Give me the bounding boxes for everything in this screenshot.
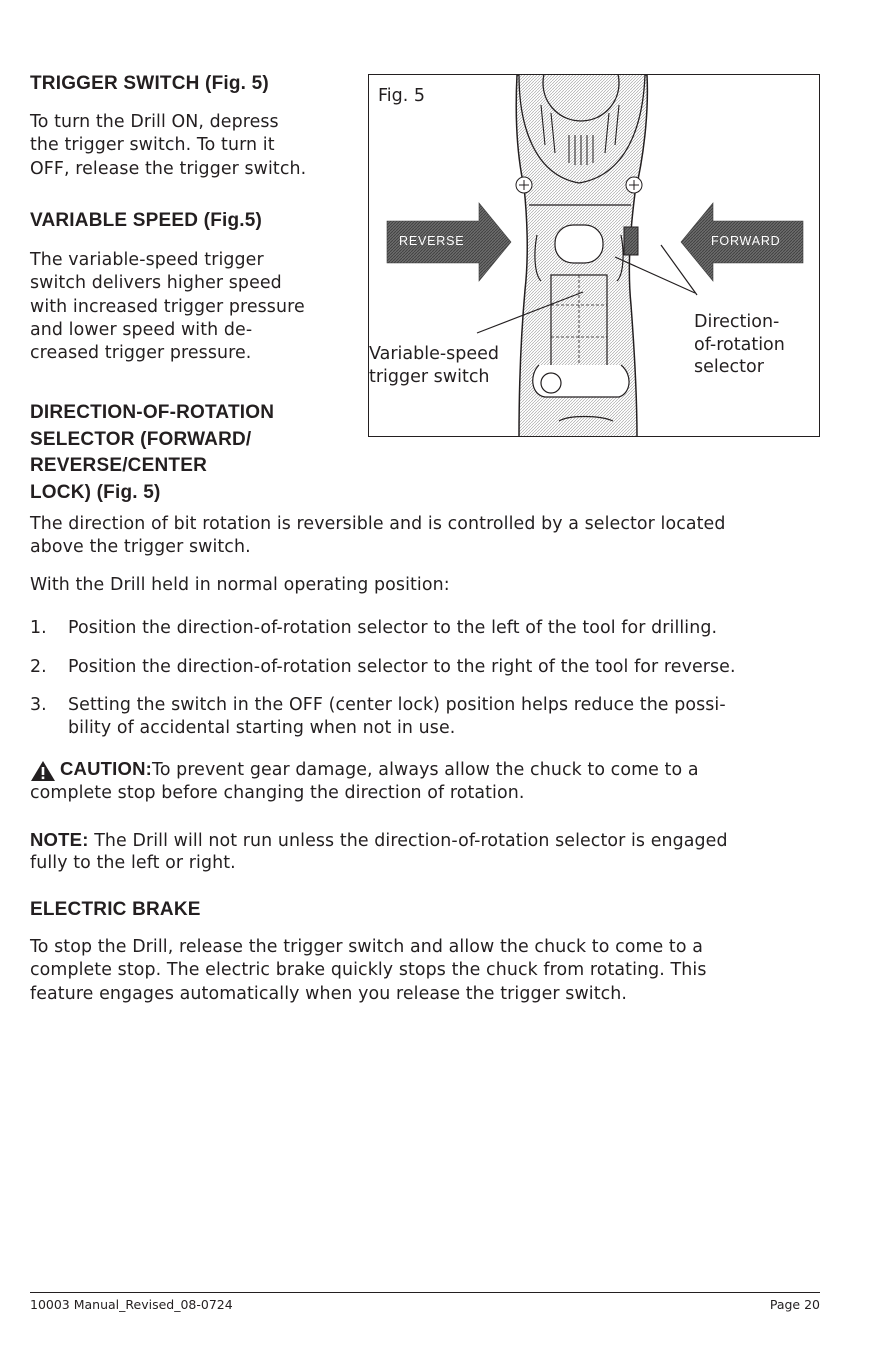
brake-line: complete stop. The electric brake quickly stops the chuck from rotating. This bbox=[30, 960, 707, 981]
caution-first-line bbox=[60, 757, 699, 782]
direction-heading bbox=[30, 400, 274, 506]
held-position-text: With the Drill held in normal operating position: bbox=[30, 575, 450, 595]
caution-text: To prevent gear damage, always allow the chuck to come to a bbox=[152, 760, 699, 780]
brake-line: feature engages automatically when you release the trigger switch. bbox=[30, 983, 628, 1004]
step-line: Setting the switch in the OFF (center lock) position helps reduce the possi- bbox=[68, 695, 726, 715]
figure-5 bbox=[368, 74, 820, 437]
trigger-line: the trigger switch. To turn it bbox=[30, 135, 275, 156]
step-text bbox=[68, 656, 736, 679]
variable-label-line: Variable-speed bbox=[369, 344, 500, 364]
step-line: Position the direction-of-rotation selector to the right of the tool for reverse. bbox=[68, 657, 736, 677]
brake-line: To stop the Drill, release the trigger switch and allow the chuck to come to a bbox=[30, 937, 703, 957]
step-line: Position the direction-of-rotation selector to the left of the tool for drilling. bbox=[68, 618, 718, 638]
step-number: 3. bbox=[30, 695, 47, 715]
variable-line: creased trigger pressure. bbox=[30, 343, 252, 364]
step-text bbox=[68, 694, 726, 741]
direction-intro-line: The direction of bit rotation is reversible and is controlled by a selector located bbox=[30, 514, 726, 534]
note-text: The Drill will not run unless the direction-of-rotation selector is engaged bbox=[88, 831, 728, 851]
direction-intro-line: above the trigger switch. bbox=[30, 537, 251, 558]
trigger-switch-heading: TRIGGER SWITCH (Fig. 5) bbox=[30, 73, 269, 94]
step-number: 1. bbox=[30, 618, 47, 638]
electric-brake-heading: ELECTRIC BRAKE bbox=[30, 899, 201, 920]
step-number: 2. bbox=[30, 657, 47, 677]
page-footer bbox=[30, 1292, 820, 1312]
direction-selector-label bbox=[690, 311, 785, 379]
trigger-switch-text bbox=[30, 111, 306, 181]
variable-line: with increased trigger pressure bbox=[30, 296, 305, 317]
step-line: bility of accidental starting when not in use. bbox=[68, 718, 456, 739]
footer-document-id: 10003 Manual_Revised_08-0724 bbox=[30, 1297, 233, 1312]
variable-label-line: trigger switch bbox=[369, 366, 490, 387]
trigger-line: OFF, release the trigger switch. bbox=[30, 158, 307, 179]
variable-speed-heading: VARIABLE SPEED (Fig.5) bbox=[30, 210, 263, 231]
caution-label: CAUTION: bbox=[60, 758, 153, 779]
direction-label-line: selector bbox=[694, 357, 764, 377]
figure-label: Fig. 5 bbox=[378, 86, 426, 106]
note-second-line: fully to the left or right. bbox=[30, 853, 236, 873]
direction-label-line: of-rotation bbox=[694, 334, 785, 355]
direction-label-line: Direction- bbox=[694, 312, 780, 332]
direction-intro bbox=[30, 513, 725, 560]
variable-speed-text bbox=[30, 249, 305, 365]
reverse-arrow-label: REVERSE bbox=[399, 234, 465, 248]
note-first-line bbox=[30, 828, 728, 853]
forward-arrow-label: FORWARD bbox=[711, 234, 781, 248]
trigger-line: To turn the Drill ON, depress bbox=[30, 112, 279, 132]
variable-speed-trigger-label bbox=[369, 343, 503, 388]
note-label: NOTE: bbox=[30, 829, 89, 850]
direction-heading-line: SELECTOR (FORWARD/ bbox=[30, 428, 252, 450]
warning-triangle-icon bbox=[30, 760, 56, 782]
direction-heading-line: REVERSE/CENTER bbox=[30, 455, 208, 476]
direction-heading-line: LOCK) (Fig. 5) bbox=[30, 481, 161, 503]
step-text bbox=[68, 617, 717, 640]
variable-line: The variable-speed trigger bbox=[30, 250, 264, 270]
caution-second-line: complete stop before changing the direction of rotation. bbox=[30, 783, 525, 803]
footer-page-number: Page 20 bbox=[769, 1297, 820, 1312]
electric-brake-text bbox=[30, 936, 707, 1006]
variable-line: and lower speed with de- bbox=[30, 319, 253, 340]
variable-line: switch delivers higher speed bbox=[30, 273, 282, 294]
direction-heading-line: DIRECTION-OF-ROTATION bbox=[30, 402, 275, 423]
